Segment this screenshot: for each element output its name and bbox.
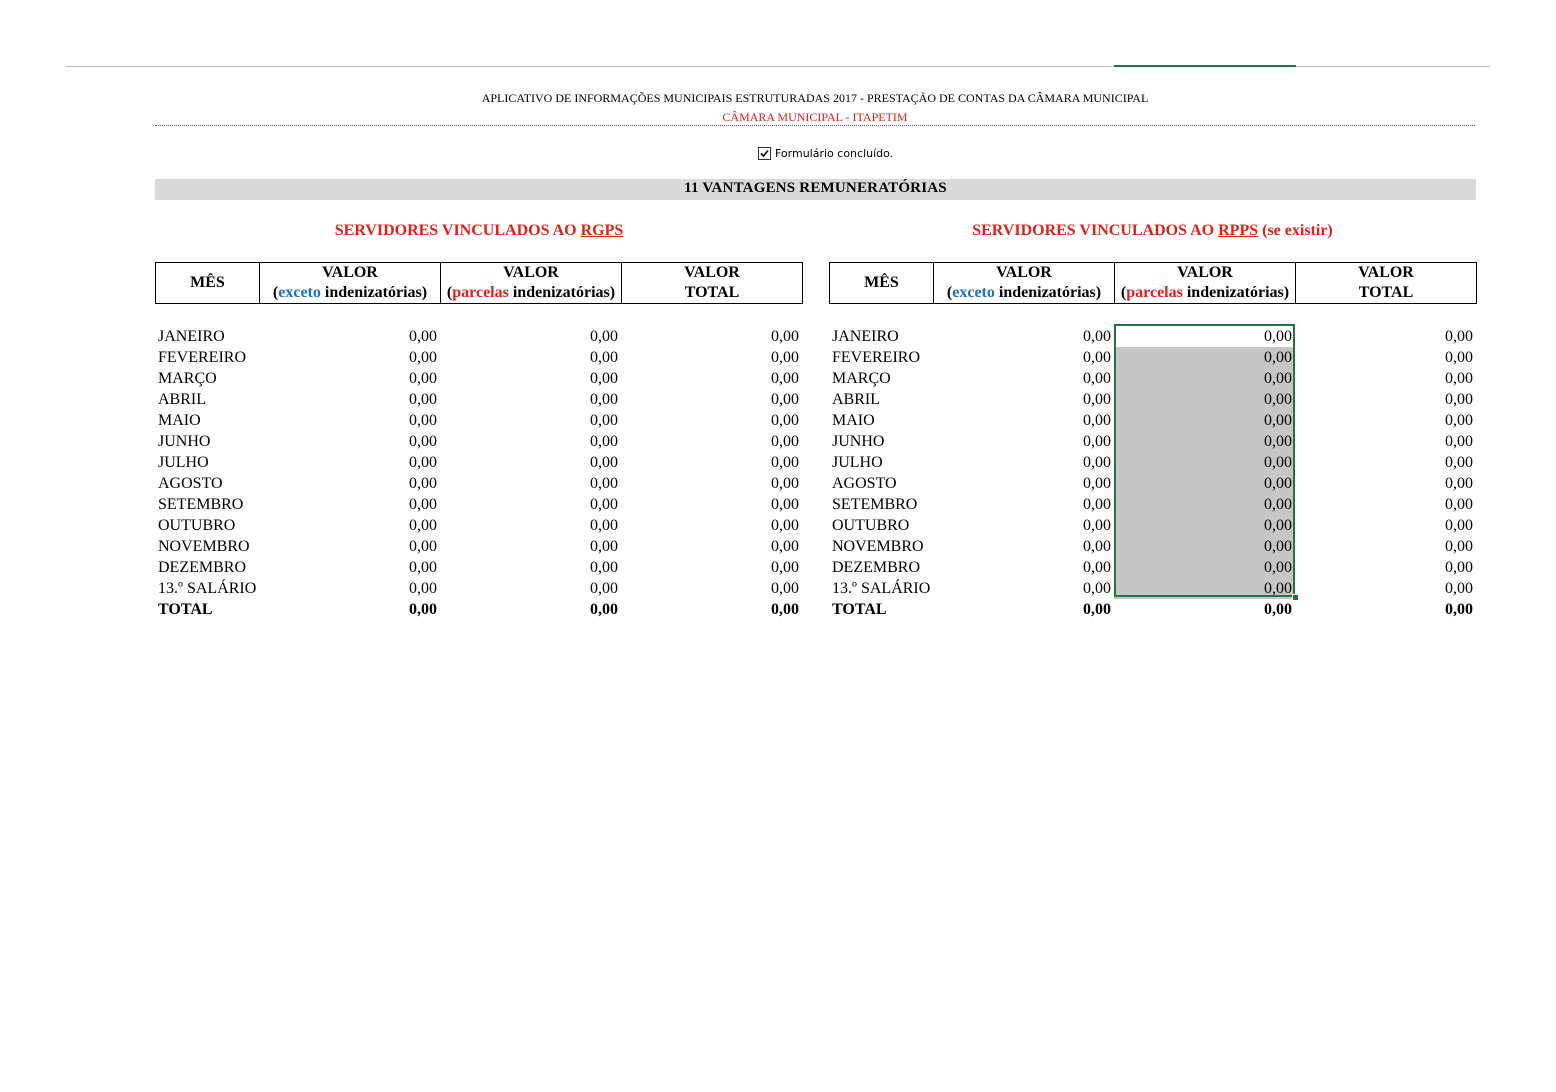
rpps-table-row xyxy=(829,515,1476,536)
col-exceto-header xyxy=(260,263,441,304)
valor-parcelas-cell[interactable]: 0,00 xyxy=(590,496,618,513)
col-header-total-sub: TOTAL xyxy=(1358,284,1414,301)
rgps-table-row xyxy=(155,578,802,599)
checkmark-icon xyxy=(759,148,770,159)
valor-total-cell: 0,00 xyxy=(1445,580,1473,597)
rpps-table-row xyxy=(829,368,1476,389)
form-completed-label: Formulário concluído. xyxy=(775,147,894,160)
valor-total-cell: 0,00 xyxy=(1445,391,1473,408)
col-header-valor: VALOR xyxy=(1358,264,1414,281)
col-header-valor: VALOR xyxy=(996,264,1052,281)
rpps-table-row xyxy=(829,494,1476,515)
total-label: TOTAL xyxy=(158,601,213,618)
valor-parcelas-cell[interactable]: 0,00 xyxy=(1114,368,1295,389)
rpps-table-row xyxy=(829,389,1476,410)
col-header-total-sub: TOTAL xyxy=(684,284,740,301)
form-completed-checkbox[interactable] xyxy=(758,147,771,160)
valor-parcelas-cell[interactable]: 0,00 xyxy=(1114,452,1295,473)
valor-exceto-cell[interactable]: 0,00 xyxy=(409,475,437,492)
grand-total-cell: 0,00 xyxy=(1445,601,1473,618)
month-cell: MARÇO xyxy=(158,370,217,387)
rgps-table-row xyxy=(155,389,802,410)
rpps-table-row xyxy=(829,536,1476,557)
valor-parcelas-cell[interactable]: 0,00 xyxy=(1114,473,1295,494)
valor-parcelas-cell[interactable]: 0,00 xyxy=(590,517,618,534)
valor-exceto-cell[interactable]: 0,00 xyxy=(409,559,437,576)
rgps-regime-label: RGPS xyxy=(580,222,624,239)
valor-total-cell: 0,00 xyxy=(771,580,799,597)
rgps-table-row xyxy=(155,536,802,557)
valor-exceto-cell[interactable]: 0,00 xyxy=(1083,349,1111,366)
month-cell: AGOSTO xyxy=(158,475,223,492)
valor-exceto-cell[interactable]: 0,00 xyxy=(409,391,437,408)
valor-total-cell: 0,00 xyxy=(771,412,799,429)
total-parcelas-cell: 0,00 xyxy=(1264,601,1292,618)
valor-total-cell: 0,00 xyxy=(771,475,799,492)
valor-exceto-cell[interactable]: 0,00 xyxy=(1083,370,1111,387)
valor-exceto-cell[interactable]: 0,00 xyxy=(409,496,437,513)
valor-total-cell: 0,00 xyxy=(1445,538,1473,555)
rgps-table-row xyxy=(155,431,802,452)
rgps-table-row xyxy=(155,473,802,494)
app-title: APLICATIVO DE INFORMAÇÕES MUNICIPAIS ESTRUTURADAS 2017 - PRESTAÇÃO DE CONTAS DA CÂMARA MUNICIPAL xyxy=(481,91,1149,105)
col-header-valor: VALOR xyxy=(684,264,740,281)
valor-exceto-cell[interactable]: 0,00 xyxy=(409,580,437,597)
month-cell: OUTUBRO xyxy=(158,517,236,534)
valor-exceto-cell[interactable]: 0,00 xyxy=(1083,496,1111,513)
rpps-column-headers xyxy=(829,262,1477,304)
col-exceto-header xyxy=(934,263,1115,304)
valor-total-cell: 0,00 xyxy=(771,433,799,450)
valor-total-cell: 0,00 xyxy=(771,328,799,345)
rpps-group-title xyxy=(829,222,1476,240)
month-cell: JUNHO xyxy=(832,433,885,450)
month-cell: MARÇO xyxy=(832,370,891,387)
valor-parcelas-cell[interactable]: 0,00 xyxy=(1114,431,1295,452)
valor-parcelas-cell[interactable]: 0,00 xyxy=(1114,410,1295,431)
valor-exceto-cell[interactable]: 0,00 xyxy=(409,538,437,555)
total-label: TOTAL xyxy=(832,601,887,618)
col-parcelas-header xyxy=(1115,263,1296,304)
valor-parcelas-cell[interactable]: 0,00 xyxy=(590,475,618,492)
valor-total-cell: 0,00 xyxy=(1445,517,1473,534)
valor-parcelas-cell[interactable]: 0,00 xyxy=(1114,326,1295,347)
section-header xyxy=(155,179,1476,200)
col-parcelas-header xyxy=(441,263,622,304)
month-cell: MAIO xyxy=(158,412,201,429)
rgps-table-row xyxy=(155,494,802,515)
month-cell: OUTUBRO xyxy=(832,517,910,534)
valor-parcelas-cell[interactable]: 0,00 xyxy=(1114,515,1295,536)
month-cell: JUNHO xyxy=(158,433,211,450)
col-header-valor: VALOR xyxy=(503,264,559,281)
valor-total-cell: 0,00 xyxy=(771,349,799,366)
rpps-table-row xyxy=(829,347,1476,368)
valor-total-cell: 0,00 xyxy=(1445,433,1473,450)
valor-exceto-cell[interactable]: 0,00 xyxy=(1083,433,1111,450)
rpps-table-row xyxy=(829,326,1476,347)
valor-parcelas-cell[interactable]: 0,00 xyxy=(1114,347,1295,368)
rpps-table-row xyxy=(829,431,1476,452)
valor-exceto-cell[interactable]: 0,00 xyxy=(409,328,437,345)
valor-exceto-cell[interactable]: 0,00 xyxy=(409,433,437,450)
rpps-table-row xyxy=(829,452,1476,473)
fill-handle[interactable] xyxy=(1292,594,1299,601)
total-exceto-cell: 0,00 xyxy=(1083,601,1111,618)
valor-exceto-cell[interactable]: 0,00 xyxy=(1083,454,1111,471)
valor-exceto-cell[interactable]: 0,00 xyxy=(409,517,437,534)
rgps-table-row xyxy=(155,515,802,536)
month-cell: JULHO xyxy=(158,454,209,471)
col-mes-header: MÊS xyxy=(156,263,260,304)
valor-parcelas-cell[interactable]: 0,00 xyxy=(590,370,618,387)
valor-exceto-cell[interactable]: 0,00 xyxy=(1083,391,1111,408)
valor-total-cell: 0,00 xyxy=(771,496,799,513)
rgps-table-row xyxy=(155,557,802,578)
rpps-table-row xyxy=(829,557,1476,578)
valor-parcelas-cell[interactable]: 0,00 xyxy=(590,433,618,450)
valor-total-cell: 0,00 xyxy=(1445,370,1473,387)
total-parcelas-cell: 0,00 xyxy=(590,601,618,618)
month-cell: 13.º SALÁRIO xyxy=(158,580,257,597)
month-cell: NOVEMBRO xyxy=(832,538,924,555)
month-cell: ABRIL xyxy=(158,391,206,408)
month-cell: JANEIRO xyxy=(158,328,225,345)
rgps-data-table xyxy=(155,326,802,620)
form-completed-control[interactable] xyxy=(758,147,893,160)
org-title: CÂMARA MUNICIPAL - ITAPETIM xyxy=(722,110,908,124)
month-cell: SETEMBRO xyxy=(832,496,918,513)
valor-total-cell: 0,00 xyxy=(1445,328,1473,345)
month-cell: AGOSTO xyxy=(832,475,897,492)
rpps-total-row xyxy=(829,599,1476,620)
rgps-table-row xyxy=(155,326,802,347)
valor-total-cell: 0,00 xyxy=(771,391,799,408)
rpps-table-row xyxy=(829,578,1476,599)
col-total-header xyxy=(622,263,803,304)
valor-parcelas-cell[interactable]: 0,00 xyxy=(590,412,618,429)
rgps-title-prefix: SERVIDORES VINCULADOS AO xyxy=(334,222,581,239)
valor-parcelas-cell[interactable]: 0,00 xyxy=(1114,578,1295,599)
rpps-regime-label: RPPS xyxy=(1218,222,1259,239)
valor-total-cell: 0,00 xyxy=(1445,559,1473,576)
valor-exceto-cell[interactable]: 0,00 xyxy=(1083,475,1111,492)
valor-exceto-cell[interactable]: 0,00 xyxy=(409,412,437,429)
valor-parcelas-cell[interactable]: 0,00 xyxy=(590,538,618,555)
month-cell: DEZEMBRO xyxy=(832,559,920,576)
rgps-table-row xyxy=(155,452,802,473)
valor-total-cell: 0,00 xyxy=(1445,475,1473,492)
valor-parcelas-cell[interactable]: 0,00 xyxy=(1114,557,1295,578)
rgps-group-title xyxy=(155,222,803,240)
valor-total-cell: 0,00 xyxy=(771,517,799,534)
col-header-exceto-sub: (exceto indenizatórias) xyxy=(946,284,1102,301)
month-cell: DEZEMBRO xyxy=(158,559,246,576)
rgps-column-headers xyxy=(155,262,803,304)
valor-exceto-cell[interactable]: 0,00 xyxy=(409,349,437,366)
valor-exceto-cell[interactable]: 0,00 xyxy=(409,454,437,471)
rgps-table-row xyxy=(155,368,802,389)
month-cell: NOVEMBRO xyxy=(158,538,250,555)
dotted-divider xyxy=(155,125,1475,126)
rpps-table-row xyxy=(829,473,1476,494)
rgps-table-row xyxy=(155,410,802,431)
valor-total-cell: 0,00 xyxy=(1445,349,1473,366)
valor-exceto-cell[interactable]: 0,00 xyxy=(1083,412,1111,429)
col-header-parcelas-sub: (parcelas indenizatórias) xyxy=(1120,284,1290,301)
grand-total-cell: 0,00 xyxy=(771,601,799,618)
month-cell: 13.º SALÁRIO xyxy=(832,580,931,597)
valor-exceto-cell[interactable]: 0,00 xyxy=(1083,517,1111,534)
month-cell: ABRIL xyxy=(832,391,880,408)
section-title: 11 VANTAGENS REMUNERATÓRIAS xyxy=(684,180,947,196)
active-tab-indicator xyxy=(1114,65,1296,67)
valor-total-cell: 0,00 xyxy=(1445,454,1473,471)
valor-total-cell: 0,00 xyxy=(1445,496,1473,513)
valor-total-cell: 0,00 xyxy=(771,370,799,387)
valor-parcelas-cell[interactable]: 0,00 xyxy=(1114,494,1295,515)
col-mes-header: MÊS xyxy=(830,263,934,304)
valor-parcelas-cell[interactable]: 0,00 xyxy=(1114,389,1295,410)
rpps-data-table xyxy=(829,326,1476,620)
col-header-parcelas-sub: (parcelas indenizatórias) xyxy=(446,284,616,301)
valor-parcelas-cell[interactable]: 0,00 xyxy=(590,454,618,471)
valor-total-cell: 0,00 xyxy=(771,454,799,471)
valor-parcelas-cell[interactable]: 0,00 xyxy=(590,349,618,366)
month-cell: FEVEREIRO xyxy=(158,349,246,366)
month-cell: JULHO xyxy=(832,454,883,471)
valor-parcelas-cell[interactable]: 0,00 xyxy=(590,391,618,408)
month-cell: FEVEREIRO xyxy=(832,349,920,366)
rpps-title-suffix: (se existir) xyxy=(1258,222,1333,239)
valor-parcelas-cell[interactable]: 0,00 xyxy=(590,580,618,597)
valor-exceto-cell[interactable]: 0,00 xyxy=(1083,538,1111,555)
valor-parcelas-cell[interactable]: 0,00 xyxy=(1114,536,1295,557)
valor-exceto-cell[interactable]: 0,00 xyxy=(409,370,437,387)
valor-exceto-cell[interactable]: 0,00 xyxy=(1083,580,1111,597)
month-cell: SETEMBRO xyxy=(158,496,244,513)
rpps-title-prefix: SERVIDORES VINCULADOS AO xyxy=(972,222,1219,239)
total-exceto-cell: 0,00 xyxy=(409,601,437,618)
rgps-total-row xyxy=(155,599,802,620)
col-header-exceto-sub: (exceto indenizatórias) xyxy=(272,284,428,301)
col-header-valor: VALOR xyxy=(1177,264,1233,281)
rgps-table-row xyxy=(155,347,802,368)
valor-total-cell: 0,00 xyxy=(771,559,799,576)
col-header-valor: VALOR xyxy=(322,264,378,281)
valor-total-cell: 0,00 xyxy=(1445,412,1473,429)
col-total-header xyxy=(1296,263,1477,304)
month-cell: JANEIRO xyxy=(832,328,899,345)
valor-exceto-cell[interactable]: 0,00 xyxy=(1083,328,1111,345)
month-cell: MAIO xyxy=(832,412,875,429)
valor-exceto-cell[interactable]: 0,00 xyxy=(1083,559,1111,576)
valor-parcelas-cell[interactable]: 0,00 xyxy=(590,559,618,576)
valor-parcelas-cell[interactable]: 0,00 xyxy=(590,328,618,345)
rpps-table-row xyxy=(829,410,1476,431)
valor-total-cell: 0,00 xyxy=(771,538,799,555)
